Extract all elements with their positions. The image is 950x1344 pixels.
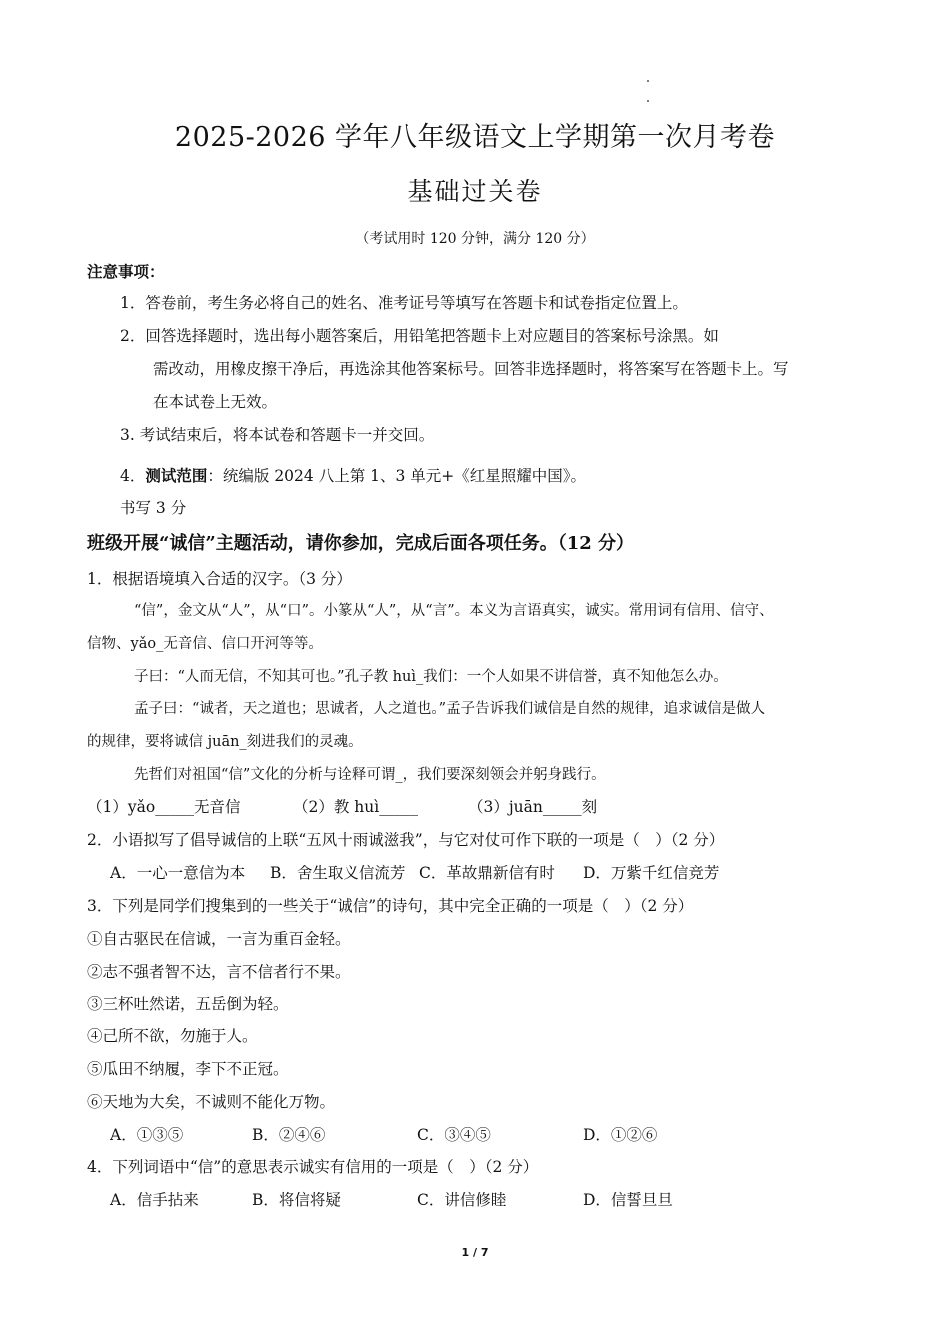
notice-item-2-line-3: 在本试卷上无效。 <box>153 393 278 411</box>
q4-option-c: C．讲信修睦 <box>417 1191 507 1209</box>
q3-option-b: B．②④⑥ <box>252 1126 326 1144</box>
notice-item-3: 3. 考试结束后，将本试卷和答题卡一并交回。 <box>120 426 435 444</box>
q3-line-4: ④己所不欲，勿施于人。 <box>87 1027 258 1045</box>
q4-stem: 4．下列词语中“信”的意思表示诚实有信用的一项是（ ）（2 分） <box>87 1158 539 1176</box>
q2-option-a: A．一心一意信为本 <box>110 864 246 882</box>
notices-heading: 注意事项： <box>87 262 165 281</box>
notice-item-4-rest: ：统编版 2024 八上第 1、3 单元+《红星照耀中国》。 <box>207 467 587 485</box>
q4-option-d: D．信誓旦旦 <box>583 1191 673 1209</box>
q1-passage-4: 先哲们对祖国“信”文化的分析与诠释可谓_，我们要深刻领会并躬身践行。 <box>134 767 606 783</box>
section-1-heading: 班级开展“诚信”主题活动，请你参加，完成后面各项任务。（12 分） <box>87 533 635 554</box>
q2-stem: 2．小语拟写了倡导诚信的上联“五风十雨诚滋我”，与它对仗可作下联的一项是（ ）（2 分） <box>87 831 725 849</box>
q2-option-b: B．舍生取义信流芳 <box>270 864 406 882</box>
q1-passage-3-line-1: 孟子曰：“诚者，天之道也；思诚者，人之道也。”孟子告诉我们诚信是自然的规律，追求诚信是做人 <box>134 701 766 717</box>
q1-passage-2: 子曰：“人而无信，不知其可也。”孔子教 huì_我们：一个人如果不讲信誉，真不知他怎么办。 <box>134 669 728 685</box>
scan-dot-2 <box>647 100 649 102</box>
q3-line-3: ③三杯吐然诺，五岳倒为轻。 <box>87 995 289 1013</box>
q1-blank-2: （2）教 huì_____ <box>293 798 418 816</box>
notice-item-4 <box>120 464 586 486</box>
q3-option-a: A．①③⑤ <box>110 1126 184 1144</box>
q3-line-6: ⑥天地为大矣，不诚则不能化万物。 <box>87 1093 336 1111</box>
notice-item-2-line-2: 需改动，用橡皮擦干净后，再选涂其他答案标号。回答非选择题时，将答案写在答题卡上。写 <box>153 360 789 378</box>
notice-item-4-prefix: 4． <box>120 467 146 485</box>
q4-option-a: A．信手拈来 <box>110 1191 199 1209</box>
q1-passage-3-line-2: 的规律，要将诚信 juān_刻进我们的灵魂。 <box>87 734 363 750</box>
page-title: 2025-2026 学年八年级语文上学期第一次月考卷 <box>174 122 776 153</box>
scan-dot-1 <box>647 80 649 82</box>
q3-line-1: ①自古驱民在信诚，一言为重百金轻。 <box>87 930 351 948</box>
q4-option-b: B．将信将疑 <box>252 1191 341 1209</box>
page-number: 1 / 7 <box>461 1246 489 1259</box>
page-subtitle: 基础过关卷 <box>407 177 543 206</box>
notice-item-4-label: 测试范围 <box>145 466 208 485</box>
q1-blank-1: （1）yǎo_____无音信 <box>87 798 241 816</box>
writing-score: 书写 3 分 <box>120 499 187 517</box>
notice-item-2-line-1: 2．回答选择题时，选出每小题答案后，用铅笔把答题卡上对应题目的答案标号涂黑。如 <box>120 327 719 345</box>
q1-blank-3: （3）juān_____刻 <box>468 798 598 816</box>
q3-line-5: ⑤瓜田不纳履，李下不正冠。 <box>87 1060 289 1078</box>
q1-passage-1-line-2: 信物、yǎo_无音信、信口开河等等。 <box>87 636 323 652</box>
notice-item-1: 1．答卷前，考生务必将自己的姓名、准考证号等填写在答题卡和试卷指定位置上。 <box>120 294 688 312</box>
q3-option-d: D．①②⑥ <box>583 1126 658 1144</box>
q2-option-d: D．万紫千红信竞芳 <box>583 864 720 882</box>
q3-option-c: C．③④⑤ <box>417 1126 491 1144</box>
q1-passage-1-line-1: “信”，金文从“人”，从“口”。小篆从“人”，从“言”。本义为言语真实，诚实。常用词有信用、信守、 <box>134 603 774 619</box>
q3-line-2: ②志不强者智不达，言不信者行不果。 <box>87 963 351 981</box>
q3-stem: 3．下列是同学们搜集到的一些关于“诚信”的诗句，其中完全正确的一项是（ ）（2 分） <box>87 897 694 915</box>
q1-stem: 1．根据语境填入合适的汉字。（3 分） <box>87 570 352 588</box>
exam-time-note: （考试用时 120 分钟，满分 120 分） <box>355 231 595 247</box>
q2-option-c: C．革故鼎新信有时 <box>419 864 555 882</box>
